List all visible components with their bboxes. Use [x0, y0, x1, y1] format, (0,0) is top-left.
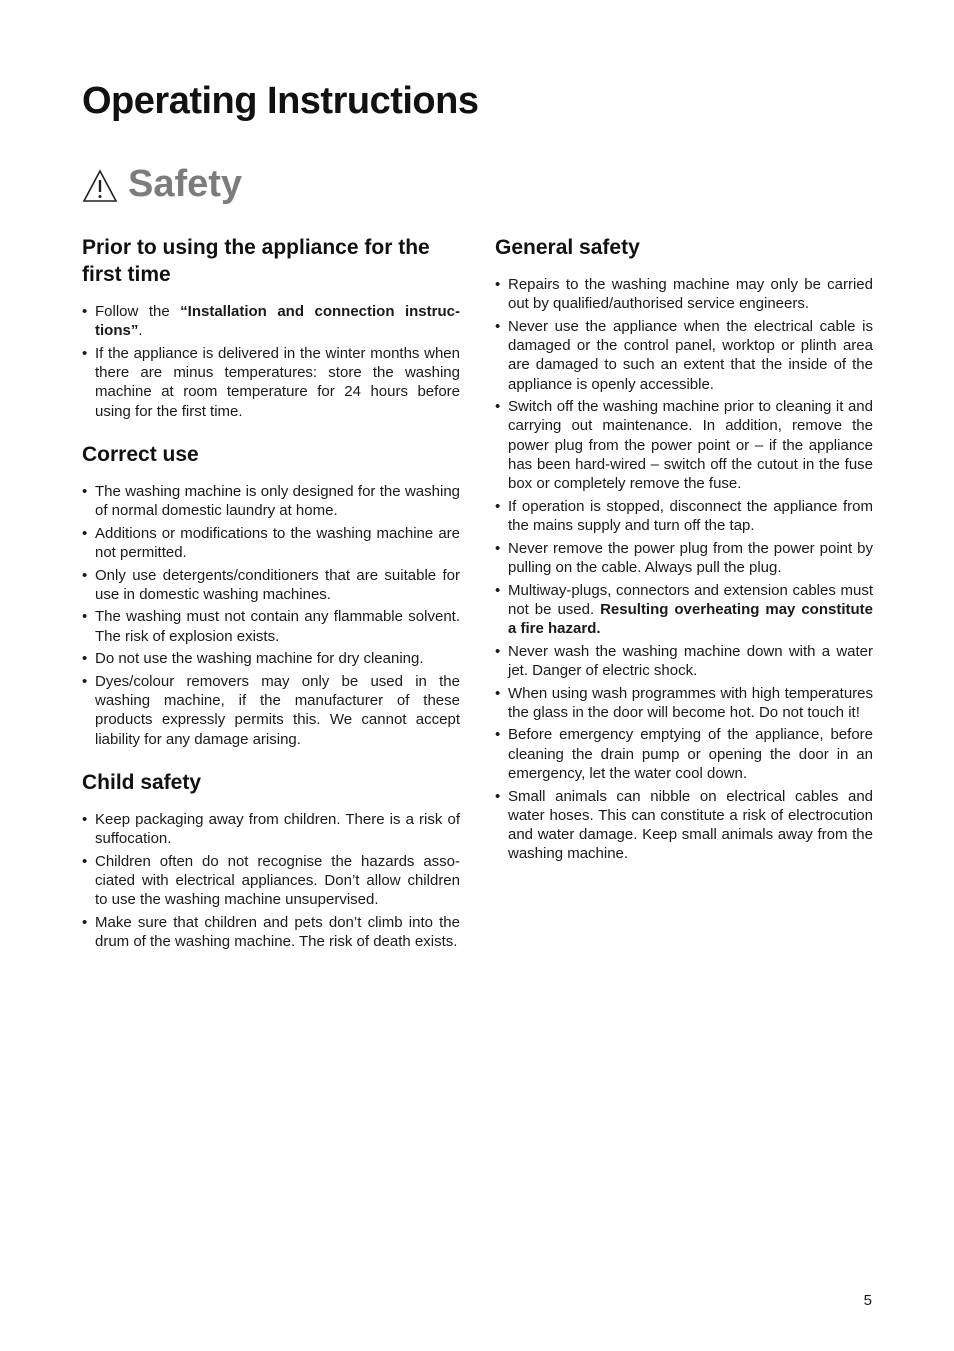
list-item-text: Never wash the washing machine down with a water jet. Danger of electric shock. — [508, 642, 873, 679]
general-safety-heading: General safety — [495, 236, 640, 259]
prior-use-heading: Prior to using the appliance for the first time — [82, 236, 430, 286]
list-item — [82, 566, 460, 604]
correct-use-heading: Correct use — [82, 442, 199, 466]
list-item — [82, 482, 460, 520]
section-title — [82, 163, 242, 206]
bullet-icon: • — [82, 566, 88, 584]
list-item-bold-text: Resulting overheating may constitute a fire hazard. — [508, 600, 873, 637]
page-title: Operating Instructions — [82, 80, 479, 122]
child-safety-section — [82, 769, 460, 951]
bullet-icon: • — [82, 608, 88, 626]
list-item-text: If the appliance is delivered in the winter months when there are minus temperatures: store the washing machine at room temperature for 24 hours before using for the first time. — [95, 344, 460, 420]
bullet-icon: • — [82, 524, 88, 542]
list-item-text: Switch off the washing machine prior to cleaning it and carrying out maintenance. In addition, remove the power plug from the power point or – if the appliance has been hard-wired – switch off the cutout in the fuse box or completely remove the fuse. — [508, 398, 873, 493]
bullet-icon: • — [82, 913, 88, 931]
list-item — [82, 810, 460, 848]
bullet-icon: • — [495, 398, 501, 416]
list-item — [495, 581, 873, 639]
page-number: 5 — [863, 1292, 872, 1309]
list-item — [82, 607, 460, 645]
bullet-icon: • — [82, 810, 88, 828]
list-item-text: When using wash programmes with high temperatures the glass in the door will become hot. Do not touch it! — [508, 684, 873, 721]
list-item — [495, 684, 873, 722]
bullet-icon: • — [495, 726, 501, 744]
list-item — [495, 787, 873, 864]
child-safety-list — [82, 810, 460, 951]
bullet-icon: • — [495, 539, 501, 557]
list-item-text: If operation is stopped, disconnect the appliance from the mains supply and turn off the tap. — [508, 497, 873, 534]
general-safety-section — [495, 234, 873, 863]
list-item — [495, 539, 873, 577]
bullet-icon: • — [495, 581, 501, 599]
list-item — [495, 497, 873, 535]
list-item — [495, 317, 873, 394]
list-item-text: Do not use the washing machine for dry cleaning. — [95, 650, 424, 668]
list-item-text: Make sure that children and pets don’t climb into the drum of the washing machine. The risk of death exists. — [95, 913, 460, 951]
list-item-text: Dyes/colour removers may only be used in the washing machine, if the manufacturer of these products expressly permits this. We cannot accept liability for any damage arising. — [95, 673, 460, 748]
correct-use-section — [82, 441, 460, 749]
list-item-text: Before emergency emptying of the appliance, before cleaning the drain pump or opening the door in an emergency, let the water cool down. — [508, 726, 873, 782]
child-safety-heading: Child safety — [82, 770, 202, 794]
bullet-icon: • — [495, 276, 501, 293]
list-item — [82, 524, 460, 562]
list-item — [495, 642, 873, 680]
list-item-text: Only use detergents/conditioners that are suitable for use in domestic washing machines. — [95, 566, 460, 603]
list-item — [82, 672, 460, 749]
list-item — [82, 302, 460, 340]
bullet-icon: • — [495, 642, 501, 660]
list-item-trailing-text: . — [138, 322, 143, 340]
list-item — [82, 649, 460, 668]
list-item-text: The washing must not contain any flammable solvent. The risk of explosion exists. — [95, 608, 460, 645]
list-item-text: Small animals can nibble on electrical cables and water hoses. This can constitute a risk of electrocution and water damage. Keep small animals away from the washing machine. — [508, 787, 873, 863]
bullet-icon: • — [495, 684, 501, 702]
bullet-icon: • — [82, 482, 88, 500]
list-item — [495, 275, 873, 313]
general-safety-list — [495, 275, 873, 863]
prior-use-section — [82, 234, 460, 421]
section-title-text: Safety — [128, 163, 243, 205]
list-item-text: The washing machine is only designed for the washing of normal domestic laundry at home. — [95, 482, 460, 519]
bullet-icon: • — [82, 303, 88, 320]
prior-use-list — [82, 302, 460, 421]
bullet-icon: • — [82, 344, 88, 362]
list-item-text: Additions or modifications to the washing machine are not permitted. — [95, 524, 460, 561]
right-column — [495, 234, 873, 883]
bullet-icon: • — [82, 852, 88, 870]
list-item-text: Children often do not recognise the hazards associated with electrical appliances. Don’t allow children to use the washing machine unsupervised. — [95, 852, 460, 909]
bullet-icon: • — [82, 673, 88, 691]
list-item — [82, 344, 460, 421]
list-item-text: Repairs to the washing machine may only be carried out by qualified/authorised service engineers. — [508, 276, 873, 313]
left-column — [82, 234, 460, 971]
bullet-icon: • — [495, 787, 501, 805]
warning-triangle-icon — [82, 169, 118, 203]
bullet-icon: • — [495, 317, 501, 335]
correct-use-list — [82, 482, 460, 749]
list-item-text: Follow the — [95, 303, 181, 320]
list-item — [495, 397, 873, 493]
list-item — [82, 913, 460, 951]
list-item-bold-text: “Installation and connection instructions” — [95, 303, 460, 340]
list-item-text: Never use the appliance when the electrical cable is damaged or the control panel, worktop or plinth area are damaged to such an extent that the inside of the appliance is openly accessible. — [508, 317, 873, 393]
list-item-text: Keep packaging away from children. There is a risk of suffocation. — [95, 810, 460, 848]
list-item-text: Never remove the power plug from the power point by pulling on the cable. Always pull the plug. — [508, 539, 873, 576]
bullet-icon: • — [495, 497, 501, 515]
list-item — [495, 725, 873, 783]
bullet-icon: • — [82, 650, 88, 668]
list-item-text: Multiway-plugs, connectors and extension cables must not be used. — [508, 581, 873, 618]
list-item — [82, 852, 460, 910]
